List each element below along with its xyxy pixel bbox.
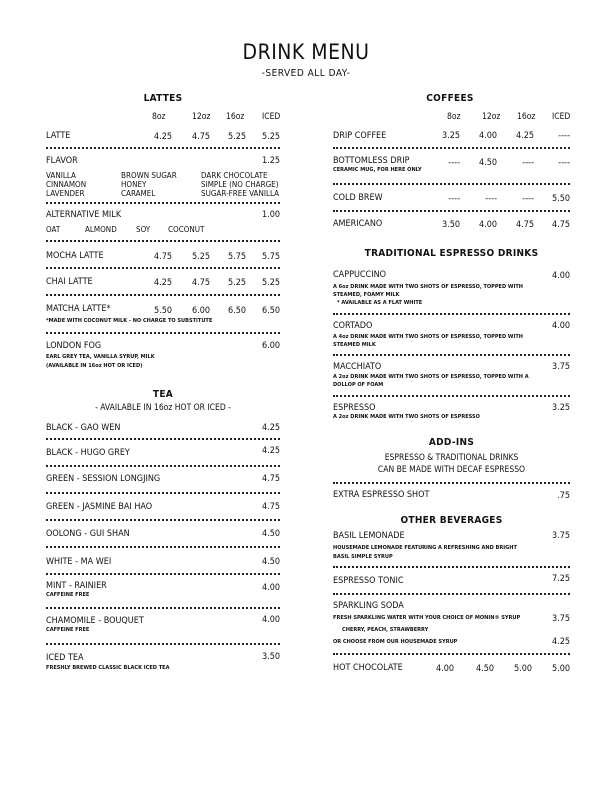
flavor-option: LAVENDER — [46, 189, 85, 198]
menu-item-name: MOCHA LATTE — [46, 251, 104, 261]
menu-price: ---- — [448, 158, 460, 168]
menu-item-name: WHITE - MA WEI — [46, 557, 112, 567]
flavor-option: CINNAMON — [46, 180, 87, 189]
dotted-divider — [333, 210, 570, 212]
flavor-option: HONEY — [121, 180, 147, 189]
dotted-divider — [333, 313, 570, 315]
menu-item-name: GREEN - SESSION LONGJING — [46, 474, 161, 484]
menu-price: 5.25 — [261, 278, 280, 288]
menu-item-name: BASIL LEMONADE — [333, 531, 405, 541]
dotted-divider — [46, 438, 280, 440]
menu-price: 3.50 — [261, 652, 280, 662]
menu-price: 3.25 — [441, 131, 460, 141]
dotted-divider — [46, 519, 280, 521]
menu-price: 6.50 — [261, 306, 280, 316]
dotted-divider — [46, 607, 280, 609]
coffees-heading: COFFEES — [426, 93, 474, 104]
item-note: HOUSEMADE LEMONADE FEATURING A REFRESHING AND BRIGHT — [333, 545, 517, 551]
addins-heading: ADD-INS — [428, 437, 475, 448]
other-heading: OTHER BEVERAGES — [400, 515, 503, 526]
menu-price: 5.25 — [191, 252, 210, 262]
dotted-divider — [46, 465, 280, 467]
menu-item-name: ESPRESSO TONIC — [333, 576, 404, 586]
dotted-divider — [46, 332, 280, 334]
menu-price: 4.75 — [261, 474, 280, 484]
menu-item-name: BOTTOMLESS DRIP — [333, 156, 410, 166]
flavor-option: CARAMEL — [121, 189, 156, 198]
flavor-option: DARK CHOCOLATE — [201, 171, 268, 180]
menu-item-name: ESPRESSO — [333, 403, 376, 413]
menu-item-name: MINT - RAINIER — [46, 581, 107, 591]
menu-price: ---- — [522, 158, 534, 168]
item-note: CHERRY, PEACH, STRAWBERRY — [342, 627, 429, 633]
tea-subheading: - AVAILABLE IN 16oz HOT OR ICED - — [95, 403, 231, 413]
menu-price: .75 — [557, 491, 570, 501]
menu-price: 4.75 — [191, 132, 210, 142]
menu-price: ---- — [485, 194, 497, 204]
item-note: A 2oz DRINK MADE WITH TWO SHOTS OF ESPRESSO, TOPPED WITH A — [333, 374, 529, 380]
item-note: A 4oz DRINK MADE WITH TWO SHOTS OF ESPRESSO, TOPPED WITH — [333, 334, 523, 340]
dotted-divider — [46, 240, 280, 242]
menu-price: 5.75 — [261, 252, 280, 262]
dotted-divider — [333, 147, 570, 149]
milk-option: COCONUT — [168, 225, 205, 234]
page-subtitle: -SERVED ALL DAY- — [261, 68, 351, 79]
menu-item-name: MACCHIATO — [333, 362, 382, 372]
item-note: STEAMED, FOAMY MILK — [333, 292, 400, 298]
page-title: DRINK MENU — [242, 40, 370, 64]
milk-option: ALMOND — [85, 225, 117, 234]
menu-item-name: ICED TEA — [46, 653, 84, 663]
menu-price: 1.00 — [261, 210, 280, 220]
item-note: A 6oz DRINK MADE WITH TWO SHOTS OF ESPRESSO, TOPPED WITH — [333, 284, 523, 290]
menu-price: 3.75 — [551, 531, 570, 541]
menu-item-name: CHAI LATTE — [46, 277, 93, 287]
item-note: FRESHLY BREWED CLASSIC BLACK ICED TEA — [46, 665, 170, 671]
menu-price: 7.25 — [551, 574, 570, 584]
menu-price: 4.00 — [261, 583, 280, 593]
menu-price: 4.75 — [191, 278, 210, 288]
dotted-divider — [46, 643, 280, 645]
menu-price: 6.50 — [227, 306, 246, 316]
size-header: ICED — [552, 112, 571, 122]
menu-price: 4.50 — [261, 557, 280, 567]
menu-price: 4.50 — [478, 158, 497, 168]
dotted-divider — [333, 395, 570, 397]
size-header: 16oz — [226, 112, 245, 122]
menu-price: 5.00 — [551, 664, 570, 674]
item-note: CERAMIC MUG, FOR HERE ONLY — [333, 167, 422, 173]
dotted-divider — [333, 593, 570, 595]
size-header: ICED — [262, 112, 281, 122]
menu-price: 5.00 — [513, 664, 532, 674]
item-note: CAFFEINE FREE — [46, 592, 90, 598]
menu-price: 5.50 — [153, 306, 172, 316]
menu-item-name: FLAVOR — [46, 156, 78, 166]
dotted-divider — [46, 492, 280, 494]
menu-price: 4.75 — [153, 252, 172, 262]
item-note: A 2oz DRINK MADE WITH TWO SHOTS OF ESPRESSO — [333, 414, 480, 420]
menu-item-name: DRIP COFFEE — [333, 131, 387, 141]
dotted-divider — [46, 573, 280, 575]
dotted-divider — [333, 653, 570, 655]
menu-price: 4.00 — [478, 220, 497, 230]
menu-item-name: AMERICANO — [333, 219, 383, 229]
menu-price: 4.00 — [261, 615, 280, 625]
menu-price: 4.25 — [551, 637, 570, 647]
addins-note: ESPRESSO & TRADITIONAL DRINKS — [384, 453, 519, 463]
menu-price: ---- — [522, 194, 534, 204]
size-header: 8oz — [152, 112, 166, 122]
menu-item-name: LATTE — [46, 131, 71, 141]
dotted-divider — [46, 147, 280, 149]
menu-price: ---- — [558, 131, 570, 141]
item-note: (AVAILABLE IN 16oz HOT OR ICED) — [46, 363, 143, 369]
item-note: DOLLOP OF FOAM — [333, 382, 384, 388]
dotted-divider — [46, 267, 280, 269]
dotted-divider — [333, 183, 570, 185]
size-header: 16oz — [517, 112, 536, 122]
lattes-heading: LATTES — [143, 93, 183, 104]
dotted-divider — [333, 354, 570, 356]
menu-price: 6.00 — [191, 306, 210, 316]
menu-item-name: BLACK - GAO WEN — [46, 423, 121, 433]
milk-option: SOY — [136, 225, 151, 234]
item-note: * AVAILABLE AS A FLAT WHITE — [337, 300, 423, 306]
menu-price: 5.25 — [227, 132, 246, 142]
menu-item-name: OOLONG - GUI SHAN — [46, 529, 130, 539]
menu-price: 3.75 — [551, 362, 570, 372]
menu-price: 4.00 — [551, 271, 570, 281]
dotted-divider — [333, 482, 570, 484]
menu-price: 5.50 — [551, 194, 570, 204]
menu-price: 3.25 — [551, 403, 570, 413]
size-header: 8oz — [447, 112, 461, 122]
menu-price: 4.25 — [153, 132, 172, 142]
menu-item-name: CORTADO — [333, 321, 373, 331]
menu-item-name: CHAMOMILE - BOUQUET — [46, 616, 144, 626]
right-column — [306, 0, 612, 792]
menu-item-name: ALTERNATIVE MILK — [46, 210, 122, 220]
addins-note: CAN BE MADE WITH DECAF ESPRESSO — [377, 465, 526, 475]
menu-price: 4.75 — [261, 502, 280, 512]
size-header: 12oz — [482, 112, 501, 122]
menu-price: 4.00 — [478, 131, 497, 141]
item-note: CAFFEINE FREE — [46, 627, 90, 633]
flavor-option: BROWN SUGAR — [121, 171, 177, 180]
menu-price: 3.50 — [441, 220, 460, 230]
flavor-option: SIMPLE (NO CHARGE) — [201, 180, 279, 189]
menu-price: 4.00 — [435, 664, 454, 674]
menu-price: 5.25 — [227, 278, 246, 288]
menu-price: 4.00 — [551, 321, 570, 331]
menu-item-name: SPARKLING SODA — [333, 601, 404, 611]
menu-price: 5.25 — [261, 132, 280, 142]
dotted-divider — [46, 202, 280, 204]
menu-price: 4.25 — [153, 278, 172, 288]
menu-item-name: CAPPUCCINO — [333, 270, 387, 280]
item-note: *MADE WITH COCONUT MILK - NO CHARGE TO SUBSTITUTE — [46, 318, 213, 324]
menu-price: ---- — [558, 158, 570, 168]
menu-item-name: GREEN - JASMINE BAI HAO — [46, 502, 153, 512]
menu-item-name: LONDON FOG — [46, 341, 102, 351]
flavor-option: VANILLA — [46, 171, 76, 180]
menu-item-name: HOT CHOCOLATE — [333, 663, 403, 673]
menu-price: 5.75 — [227, 252, 246, 262]
item-note: STEAMED MILK — [333, 342, 376, 348]
menu-price: 4.25 — [261, 446, 280, 456]
menu-item-name: COLD BREW — [333, 193, 383, 203]
item-note: FRESH SPARKLING WATER WITH YOUR CHOICE OF MONIN® SYRUP — [333, 615, 521, 621]
dotted-divider — [46, 294, 280, 296]
menu-price: 1.25 — [261, 156, 280, 166]
dotted-divider — [46, 546, 280, 548]
milk-option: OAT — [46, 225, 61, 234]
dotted-divider — [333, 566, 570, 568]
menu-price: 4.50 — [475, 664, 494, 674]
menu-item-name: MATCHA LATTE* — [46, 304, 111, 314]
menu-price: 4.25 — [261, 423, 280, 433]
menu-price: ---- — [448, 194, 460, 204]
menu-price: 4.25 — [515, 131, 534, 141]
tea-heading: TEA — [152, 389, 174, 400]
menu-price: 4.75 — [515, 220, 534, 230]
menu-price: 4.75 — [551, 220, 570, 230]
flavor-option: SUGAR-FREE VANILLA — [201, 189, 280, 198]
size-header: 12oz — [192, 112, 211, 122]
item-note: BASIL SIMPLE SYRUP — [333, 554, 393, 560]
menu-item-name: EXTRA ESPRESSO SHOT — [333, 490, 430, 500]
menu-item-name: BLACK - HUGO GREY — [46, 448, 130, 458]
menu-price: 3.75 — [551, 614, 570, 624]
espresso-heading: TRADITIONAL ESPRESSO DRINKS — [364, 248, 539, 259]
item-note: OR CHOOSE FROM OUR HOUSEMADE SYRUP — [333, 639, 458, 645]
item-note: EARL GREY TEA, VANILLA SYRUP, MILK — [46, 354, 155, 360]
menu-price: 6.00 — [261, 341, 280, 351]
menu-price: 4.50 — [261, 529, 280, 539]
